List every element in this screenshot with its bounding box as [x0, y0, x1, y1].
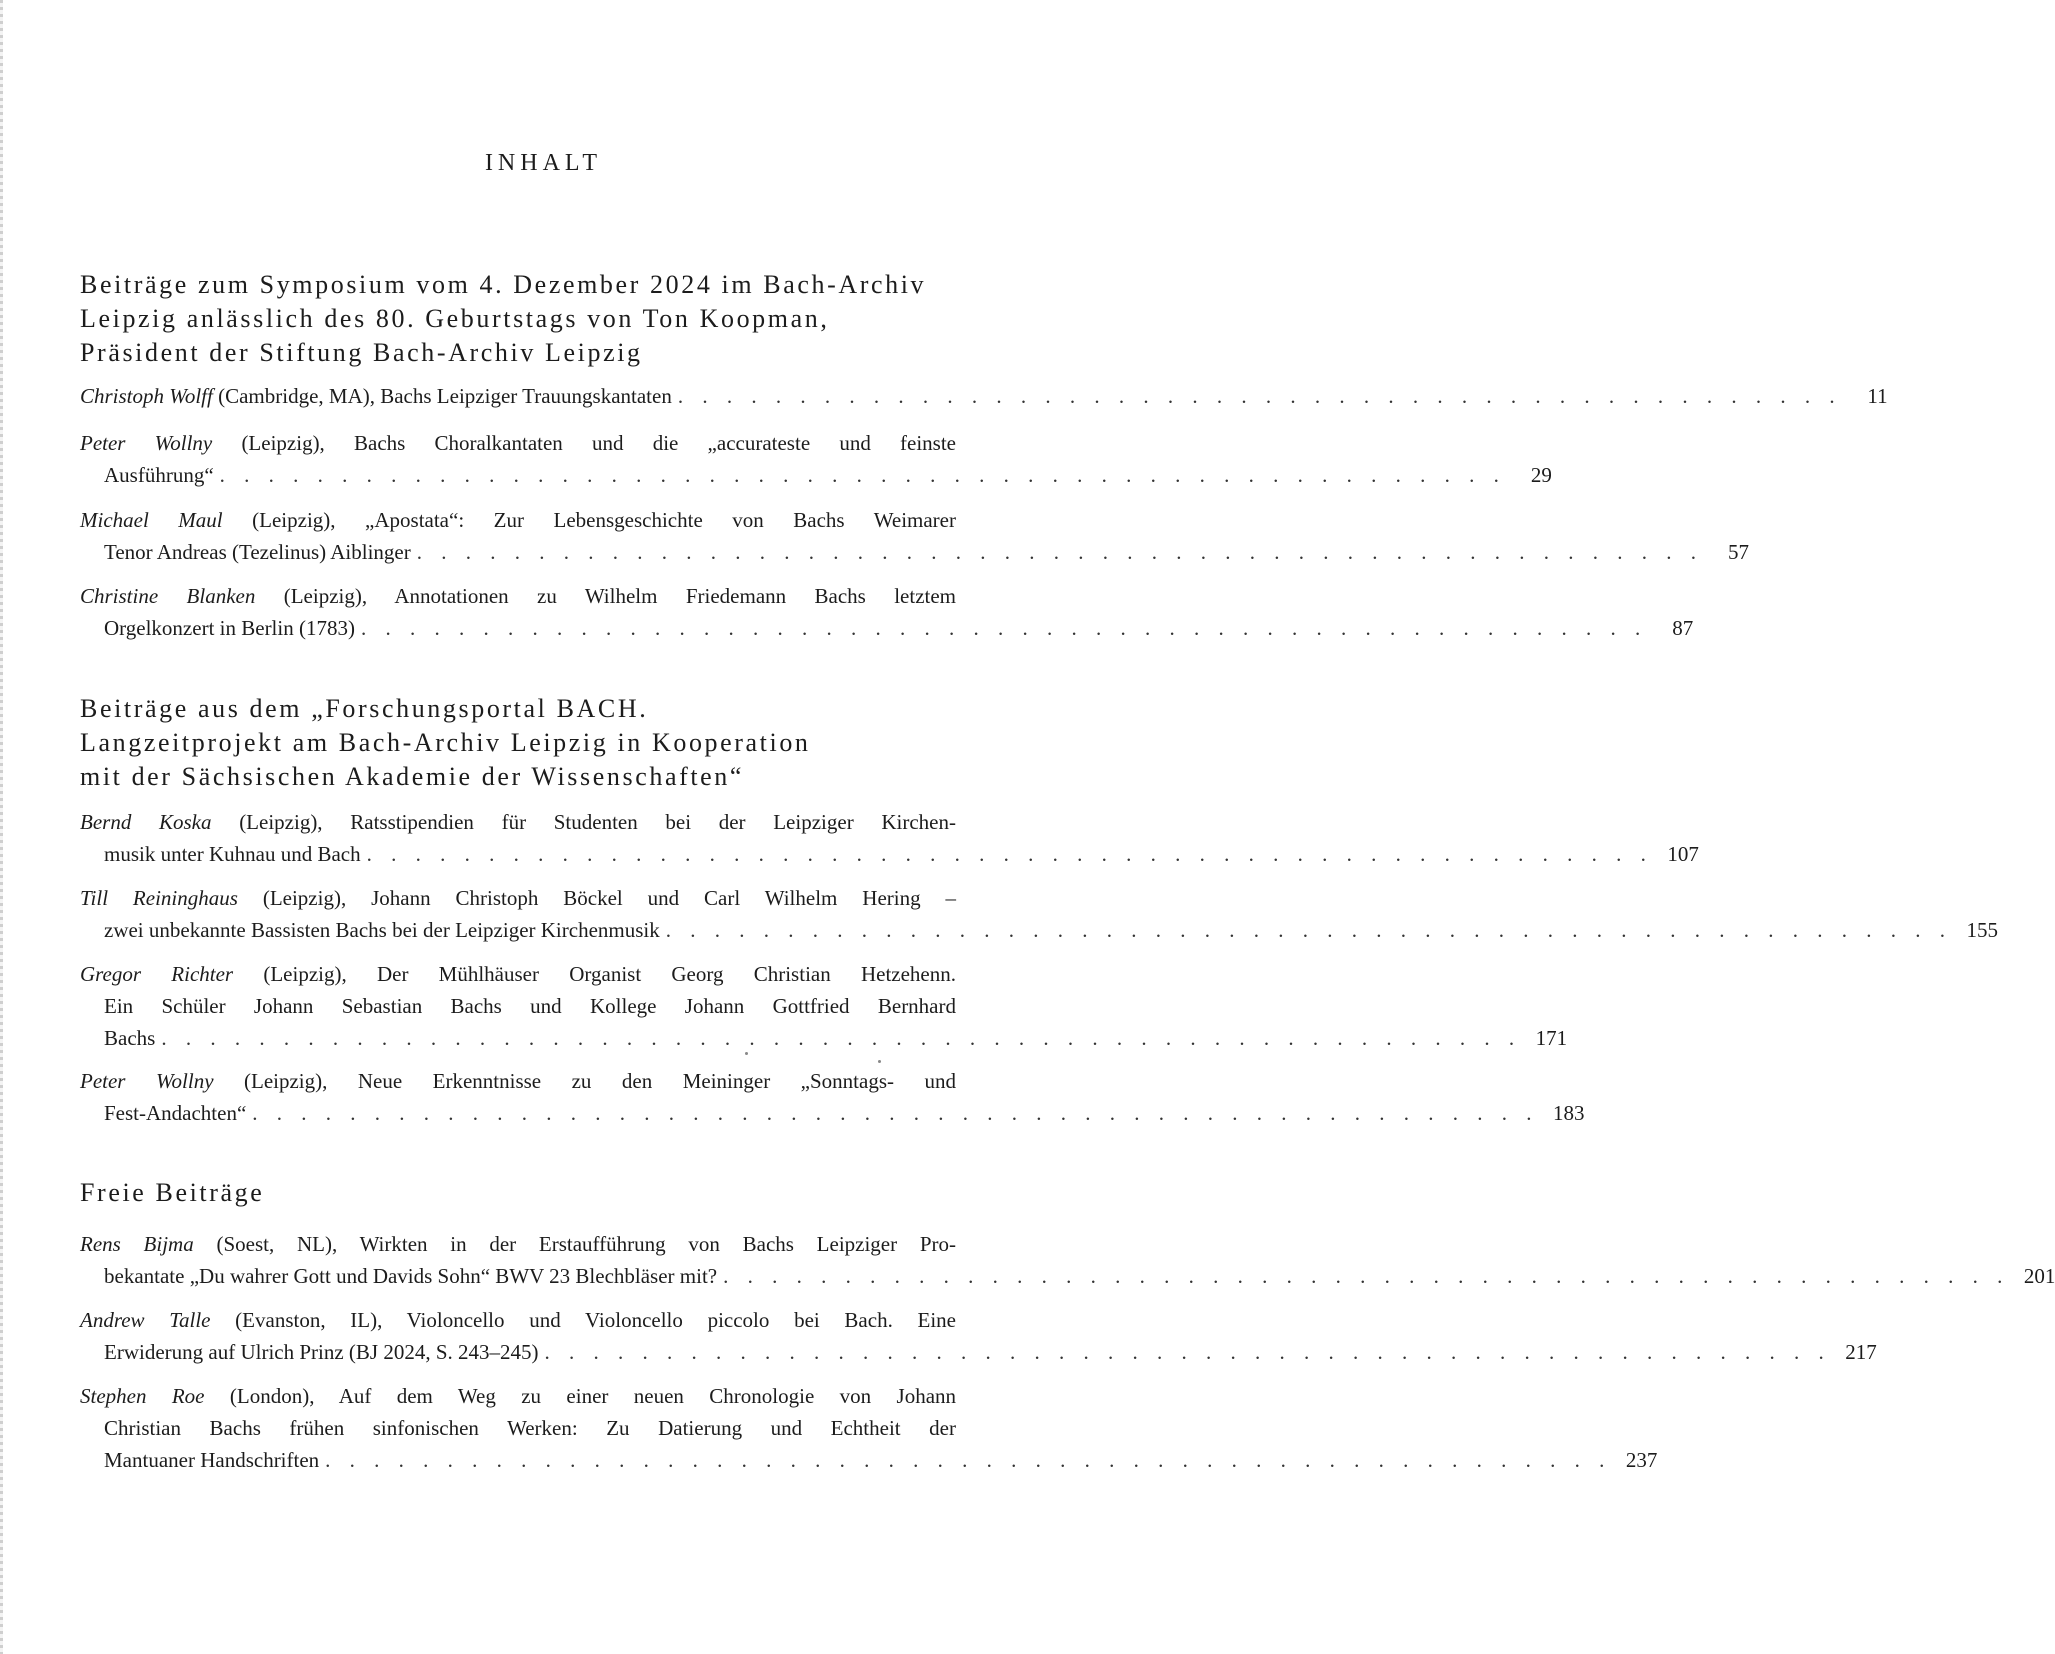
toc-entry[interactable]	[80, 882, 1998, 946]
entry-title: (Soest, NL), Wirkten in der Erstaufführung von Bachs Leipziger Pro-	[216, 1232, 957, 1256]
toc-entry[interactable]	[80, 806, 1699, 870]
entry-author: Peter Wollny	[80, 431, 213, 455]
page-title: INHALT	[484, 150, 603, 176]
toc-entry[interactable]	[80, 1228, 2055, 1292]
entry-author: Rens Bijma	[80, 1232, 194, 1256]
scan-edge	[0, 0, 3, 1654]
section-heading-forschungsportal	[80, 692, 960, 794]
entry-title: musik unter Kuhnau und Bach	[104, 842, 361, 866]
toc-entry[interactable]	[80, 1065, 1585, 1129]
toc-entry[interactable]	[80, 427, 1552, 491]
entry-title: bekantate „Du wahrer Gott und Davids Sohn“ BWV 23 Blechbläser mit?	[104, 1264, 718, 1288]
toc-entry[interactable]	[80, 580, 1694, 644]
dot-leader: . . . . . . . . . . . . . . . . . . . . . . . . . . . . . . . . . . . . . . . . . . . . . . . .	[677, 384, 1842, 408]
dot-leader: . . . . . . . . . . . . . . . . . . . . . . . . . . . . . . . . . . . . . . . . . . . . . . . . . . . . .	[325, 1448, 1612, 1472]
section-heading-symposium	[80, 268, 960, 370]
entry-title: Tenor Andreas (Tezelinus) Aiblinger	[104, 540, 411, 564]
entry-title: (Leipzig), Annotationen zu Wilhelm Friedemann Bachs letztem	[283, 584, 957, 608]
entry-title: zwei unbekannte Bassisten Bachs bei der Leipziger Kirchenmusik	[104, 918, 660, 942]
entry-author: Christoph Wolff	[80, 384, 213, 408]
entry-page-number: 29	[1530, 463, 1552, 487]
entry-title: (Cambridge, MA), Bachs Leipziger Trauungskantaten	[218, 384, 672, 408]
dot-leader: . . . . . . . . . . . . . . . . . . . . . . . . . . . . . . . . . . . . . . . . . . . . . . . . . . . . .	[416, 540, 1703, 564]
entry-page-number: 155	[1966, 918, 1998, 942]
entry-page-number: 183	[1553, 1101, 1585, 1125]
dot-leader: . . . . . . . . . . . . . . . . . . . . . . . . . . . . . . . . . . . . . . . . . . . . . . . . . . . . .	[366, 842, 1653, 866]
scan-speck	[878, 1060, 881, 1063]
entry-page-number: 237	[1625, 1448, 1658, 1472]
entry-title: Mantuaner Handschriften	[104, 1448, 320, 1472]
heading-line: Präsident der Stiftung Bach-Archiv Leipzig	[80, 338, 643, 367]
toc-entry[interactable]	[80, 1380, 1658, 1476]
heading-line: Freie Beiträge	[80, 1178, 265, 1207]
heading-line: Langzeitprojekt am Bach-Archiv Leipzig in Kooperation	[80, 728, 811, 757]
dot-leader: . . . . . . . . . . . . . . . . . . . . . . . . . . . . . . . . . . . . . . . . . . . . . . . . . . . . .	[723, 1264, 2010, 1288]
entry-title: (Evanston, IL), Violoncello und Violoncello piccolo bei Bach. Eine	[235, 1308, 956, 1332]
dot-leader: . . . . . . . . . . . . . . . . . . . . . . . . . . . . . . . . . . . . . . . . . . . . . . . . . . . . .	[219, 463, 1506, 487]
scan-speck	[745, 1052, 748, 1055]
entry-page-number: 11	[1867, 384, 1888, 408]
entry-title: (London), Auf dem Weg zu einer neuen Chronologie von Johann	[229, 1384, 957, 1408]
entry-title: Orgelkonzert in Berlin (1783)	[104, 616, 355, 640]
entry-page-number: 107	[1667, 842, 1699, 866]
entry-page-number: 57	[1727, 540, 1749, 564]
entry-page-number: 217	[1845, 1340, 1877, 1364]
entry-author: Michael Maul	[80, 508, 223, 532]
toc-entry[interactable]	[80, 380, 1888, 412]
entry-title: Ein Schüler Johann Sebastian Bachs und Kollege Johann Gottfried Bernhard	[104, 994, 956, 1018]
dot-leader: . . . . . . . . . . . . . . . . . . . . . . . . . . . . . . . . . . . . . . . . . . . . . . . . . . . . . . . .	[161, 1026, 1522, 1050]
dot-leader: . . . . . . . . . . . . . . . . . . . . . . . . . . . . . . . . . . . . . . . . . . . . . . . . . . . . .	[252, 1101, 1539, 1125]
entry-title: Erwiderung auf Ulrich Prinz (BJ 2024, S. 243–245)	[104, 1340, 539, 1364]
entry-title: (Leipzig), Johann Christoph Böckel und Carl Wilhelm Hering –	[262, 886, 956, 910]
entry-author: Gregor Richter	[80, 962, 234, 986]
entry-title: (Leipzig), Der Mühlhäuser Organist Georg Christian Hetzehenn.	[263, 962, 956, 986]
entry-title: (Leipzig), „Apostata“: Zur Lebensgeschichte von Bachs Weimarer	[252, 508, 956, 532]
heading-line: mit der Sächsischen Akademie der Wissenschaften“	[80, 762, 745, 791]
dot-leader: . . . . . . . . . . . . . . . . . . . . . . . . . . . . . . . . . . . . . . . . . . . . . . . . . . . . .	[544, 1340, 1831, 1364]
entry-author: Stephen Roe	[80, 1384, 205, 1408]
toc-entry[interactable]	[80, 504, 1749, 568]
entry-author: Bernd Koska	[80, 810, 212, 834]
heading-line: Leipzig anlässlich des 80. Geburtstags von Ton Koopman,	[80, 304, 830, 333]
entry-page-number: 171	[1535, 1026, 1568, 1050]
heading-line: Beiträge aus dem „Forschungsportal BACH.	[80, 694, 649, 723]
entry-author: Till Reininghaus	[80, 886, 238, 910]
toc-entry[interactable]	[80, 958, 1568, 1054]
dot-leader: . . . . . . . . . . . . . . . . . . . . . . . . . . . . . . . . . . . . . . . . . . . . . . . . . . . . .	[665, 918, 1952, 942]
entry-title: (Leipzig), Ratsstipendien für Studenten bei der Leipziger Kirchen-	[239, 810, 956, 834]
section-heading-freie-beitraege	[80, 1176, 960, 1210]
entry-author: Andrew Talle	[80, 1308, 211, 1332]
toc-entry[interactable]	[80, 1304, 1877, 1368]
entry-title: Ausführung“	[104, 463, 214, 487]
entry-title: (Leipzig), Neue Erkenntnisse zu den Meininger „Sonntags- und	[244, 1069, 956, 1093]
dot-leader: . . . . . . . . . . . . . . . . . . . . . . . . . . . . . . . . . . . . . . . . . . . . . . . . . . . . .	[360, 616, 1648, 640]
entry-page-number: 201	[2023, 1264, 2055, 1288]
heading-line: Beiträge zum Symposium vom 4. Dezember 2024 im Bach-Archiv	[80, 270, 927, 299]
entry-title: Fest-Andachten“	[104, 1101, 247, 1125]
entry-author: Christine Blanken	[80, 584, 256, 608]
entry-page-number: 87	[1672, 616, 1694, 640]
entry-title: Christian Bachs frühen sinfonischen Werken: Zu Datierung und Echtheit der	[104, 1416, 956, 1440]
entry-title: (Leipzig), Bachs Choralkantaten und die „accurateste und feinste	[241, 431, 957, 455]
entry-author: Peter Wollny	[80, 1069, 214, 1093]
entry-title: Bachs	[104, 1026, 156, 1050]
